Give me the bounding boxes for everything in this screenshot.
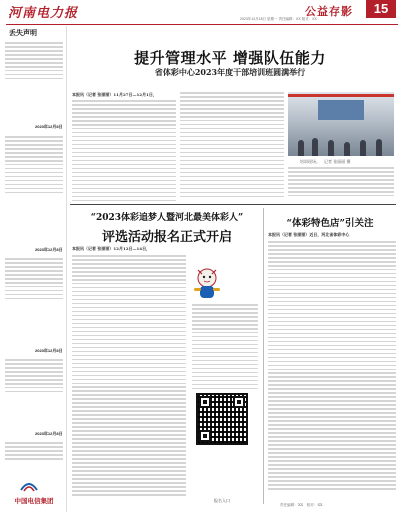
article2-subtitle: 评选活动报名正式开启: [101, 230, 232, 245]
registration-qr-code[interactable]: [196, 393, 248, 445]
article2-column-1: [72, 246, 186, 498]
qr-caption: 报名入口: [214, 498, 230, 503]
column-divider: [263, 208, 264, 504]
notice-date: 2023年12月8日: [35, 348, 63, 353]
newspaper-logo: 河南电力报: [8, 6, 79, 21]
main-headline: 提升管理水平 增强队伍能力: [134, 49, 326, 67]
article3-lead: 本报讯（记者 张丽丽）近日，河北省体彩中心: [268, 232, 350, 237]
notice-block: [5, 258, 63, 302]
article2-lead: 本报讯（记者 张丽丽）12月12日—14日，: [72, 246, 151, 251]
masthead-rule: [6, 24, 398, 25]
mascot-icon: [190, 266, 224, 302]
article3-body: [268, 232, 396, 492]
advertiser-logo: [5, 478, 63, 510]
masthead: [0, 0, 402, 22]
section-name: 公益存影: [305, 5, 353, 18]
telecom-logo-icon: [19, 480, 39, 494]
main-subhead: 省体彩中心2023年度干部培训班圆满举行: [154, 67, 306, 77]
dateline: 2023年12月18日 星期一 责任编辑：XX 版式：XX: [240, 17, 317, 21]
section-divider: [70, 204, 396, 205]
notice-block: [5, 136, 63, 196]
article1-column-3: [288, 167, 394, 199]
advertiser-name: 中国电信集团: [14, 498, 54, 505]
notice-date: 2023年12月8日: [35, 431, 63, 436]
editor-line: 责任编辑：XX 校对：XX: [280, 503, 323, 507]
notice-block: [5, 442, 63, 462]
article1-column-1: [72, 92, 176, 204]
notice-block: [5, 359, 63, 395]
photo-caption: 培训现场。 记者 张丽丽 摄: [300, 159, 351, 164]
notice-date: 2023年12月8日: [35, 247, 63, 252]
sidebar-notices: [3, 26, 67, 512]
article3-title: “体彩特色店”引关注: [286, 218, 374, 229]
notice-block: [5, 42, 63, 82]
notice-date: 2023年12月8日: [35, 124, 63, 129]
training-photo: [288, 92, 394, 156]
article2-title: “2023体彩追梦人暨河北最美体彩人”: [90, 213, 244, 223]
sidebar-title: 丢失声明: [9, 28, 37, 37]
article2-column-2: [192, 304, 258, 392]
article1-column-2: [180, 92, 284, 200]
page-number: 15: [366, 0, 396, 18]
article1-lead: 本报讯（记者 张丽丽）11月27日—12月1日，: [72, 92, 157, 97]
